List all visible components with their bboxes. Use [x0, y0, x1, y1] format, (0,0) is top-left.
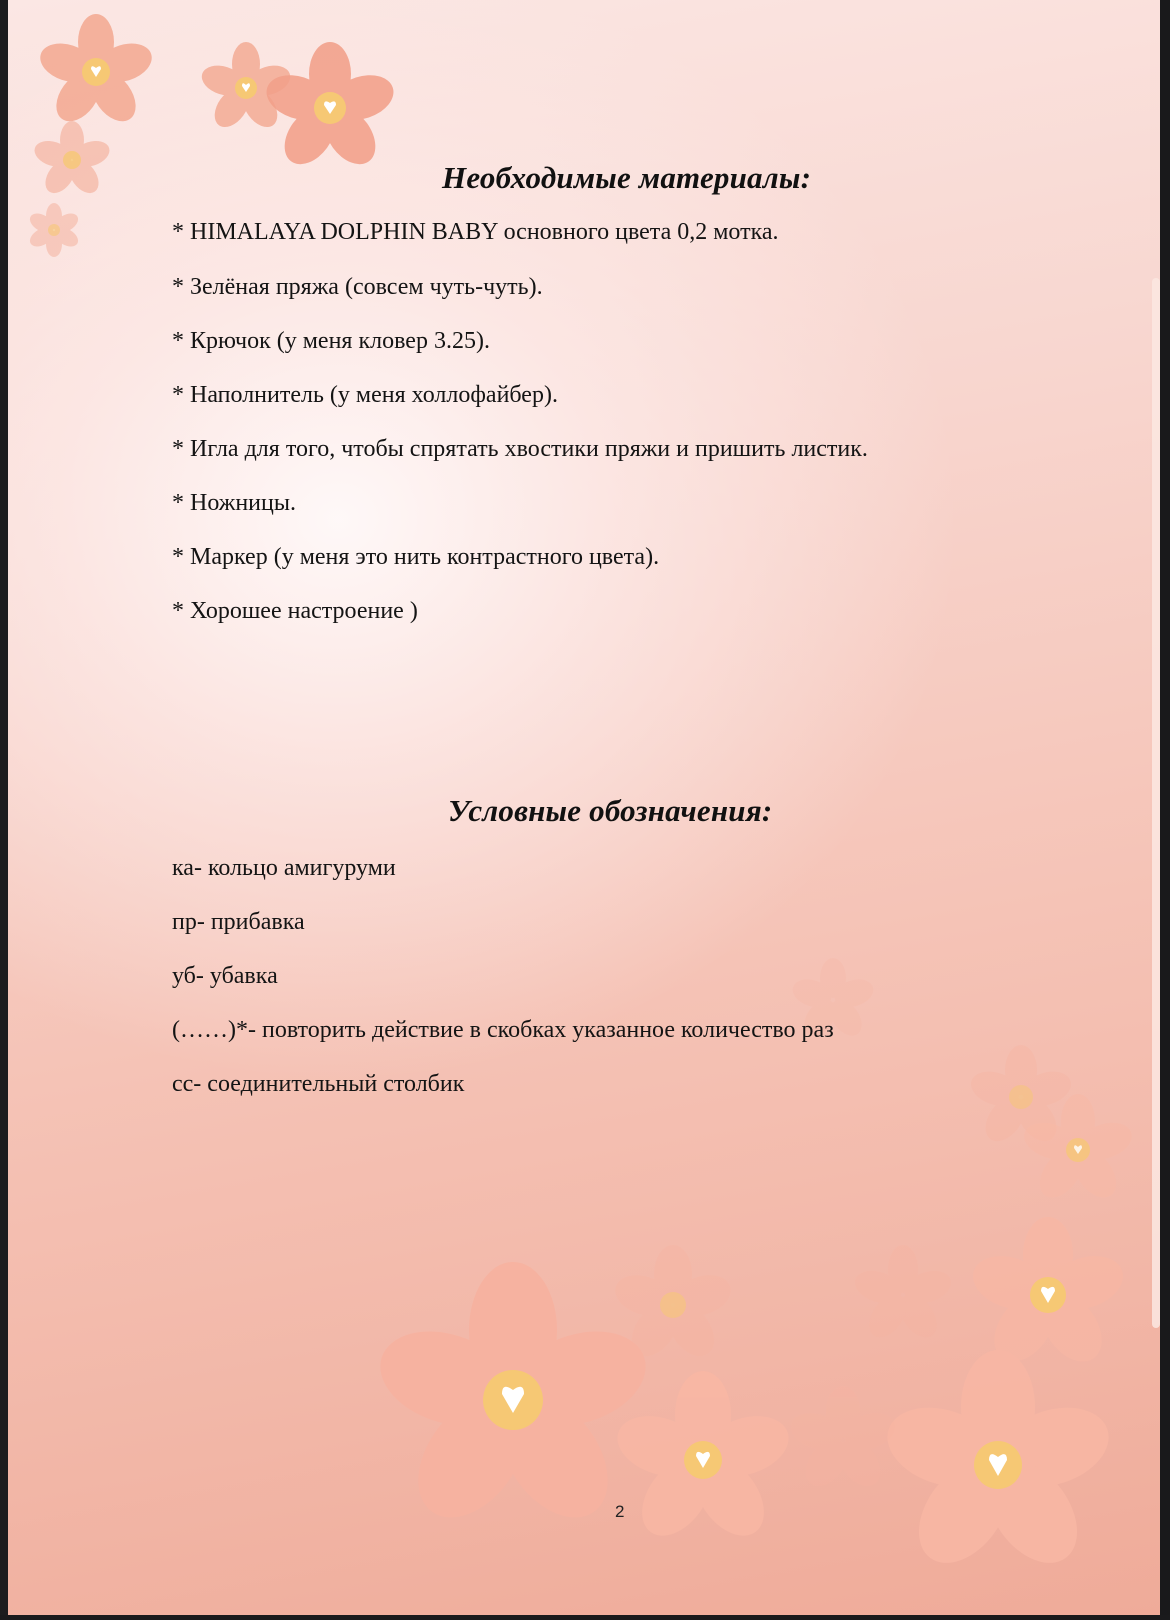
materials-item: * Крючок (у меня кловер 3.25).	[172, 328, 490, 354]
legend-item: (……)*- повторить действие в скобках указанное количество раз	[172, 1017, 834, 1043]
viewer-bottom-border	[0, 1615, 1170, 1620]
legend-item: сс- соединительный столбик	[172, 1071, 465, 1097]
materials-item: * Зелёная пряжа (совсем чуть-чуть).	[172, 274, 543, 300]
viewer-right-border	[1160, 0, 1170, 1620]
legend-item: ка- кольцо амигуруми	[172, 855, 396, 881]
legend-heading: Условные обозначения:	[448, 793, 773, 828]
materials-item: * Ножницы.	[172, 490, 296, 516]
materials-item: * Наполнитель (у меня холлофайбер).	[172, 382, 558, 408]
materials-heading: Необходимые материалы:	[442, 160, 812, 195]
legend-item: уб- убавка	[172, 963, 278, 989]
page-number: 2	[615, 1502, 625, 1521]
materials-item: * HIMALAYA DOLPHIN BABY основного цвета 0,2 мотка.	[172, 219, 779, 245]
materials-item: * Хорошее настроение )	[172, 598, 418, 624]
vertical-scrollbar[interactable]	[1152, 278, 1160, 1328]
page-content	[8, 0, 1160, 1615]
materials-item: * Маркер (у меня это нить контрастного цвета).	[172, 544, 660, 570]
document-page	[8, 0, 1160, 1615]
legend-item: пр- прибавка	[172, 909, 305, 935]
viewer-left-border	[0, 0, 8, 1620]
materials-item: * Игла для того, чтобы спрятать хвостики пряжи и пришить листик.	[172, 436, 868, 462]
